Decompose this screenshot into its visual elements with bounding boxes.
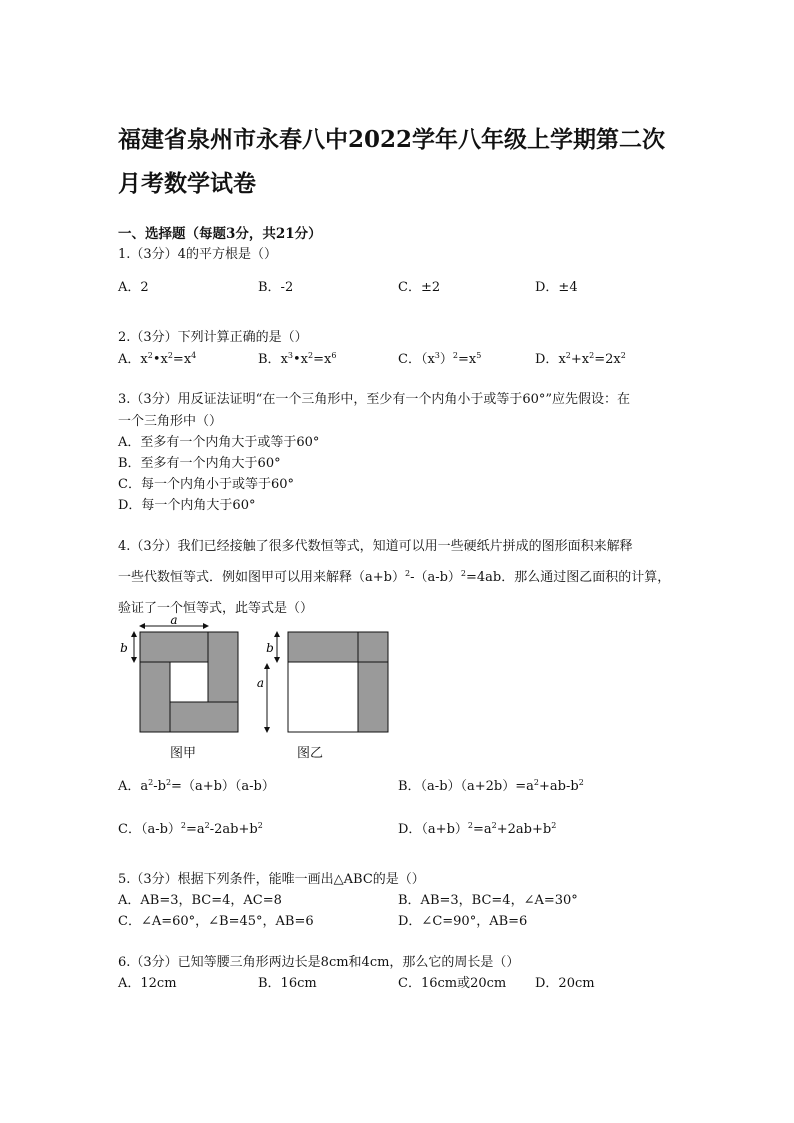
q4-option-a: A．$a^2-b^2=(a+b)(a-b)$ <box>118 778 275 794</box>
q5-option-a: A．AB=3，BC=4，AC=8 <box>118 893 282 908</box>
q4-option-c: C．$(a-b)^2=a^2-2ab+b^2$ <box>118 821 263 837</box>
figure-jia <box>120 614 238 732</box>
q2-option-d: D．$x^2+x^2=2x^2$ <box>535 351 626 367</box>
jia-label-a: a <box>170 614 178 627</box>
q2-option-c: C．$(x^3)^2=x^5$ <box>398 351 482 367</box>
jia-rect-left <box>140 662 170 732</box>
q3-stem-line1: 3.（3分）用反证法证明“在一个三角形中，至少有一个内角小于或等于60°”应先假设：在 <box>118 392 631 407</box>
q5-option-b: B．AB=3，BC=4，∠A=30° <box>398 893 578 908</box>
jia-rect-right <box>208 632 238 702</box>
q5-option-c: C．∠A=60°，∠B=45°，AB=6 <box>118 914 314 929</box>
q2-option-b: B．$x^3•x^2=x^6$ <box>258 351 337 367</box>
q2-option-a: A．$x^2•x^2=x^4$ <box>118 351 197 367</box>
q1-option-b: B．-2 <box>258 280 294 295</box>
q5-option-d: D．∠C=90°，AB=6 <box>398 914 528 929</box>
figure-yi-caption: 图乙 <box>297 746 324 761</box>
q4-option-b: B．$(a-b)(a+2b)=a^2+ab-b^2$ <box>398 778 584 794</box>
q1-stem: 1.（3分）4的平方根是（） <box>118 247 277 262</box>
q6-option-c: C．16cm或20cm <box>398 976 507 991</box>
jia-rect-bottom <box>170 702 238 732</box>
page-title: 福建省泉州市永春八中2022学年八年级上学期第二次月考数学试卷 <box>118 126 666 197</box>
yi-rect-right <box>358 662 388 732</box>
q6-stem: 6.（3分）已知等腰三角形两边长是8cm和4cm，那么它的周长是（） <box>118 955 520 970</box>
q3-option-d: D．每一个内角大于60° <box>118 498 256 513</box>
jia-label-b: b <box>120 641 128 655</box>
yi-label-a: a <box>256 676 264 690</box>
q6-option-a: A．12cm <box>118 976 177 991</box>
q2-stem: 2.（3分）下列计算正确的是（） <box>118 330 308 345</box>
q3-option-c: C．每一个内角小于或等于60° <box>118 477 294 492</box>
q4-option-d: D．$(a+b)^2=a^2+2ab+b^2$ <box>398 821 557 837</box>
q4-stem-line3: 验证了一个恒等式，此等式是（） <box>118 601 314 616</box>
q3-stem-line2: 一个三角形中（） <box>118 414 223 429</box>
q6-option-d: D．20cm <box>535 976 595 991</box>
figure-jia-caption: 图甲 <box>170 746 197 761</box>
q3-option-a: A．至多有一个内角大于或等于60° <box>118 435 320 450</box>
q5-stem: 5.（3分）根据下列条件，能唯一画出△ABC的是（） <box>118 872 425 887</box>
section-heading: 一、选择题（每题3分，共21分） <box>118 226 322 242</box>
q1-option-d: D．±4 <box>535 280 578 295</box>
q1-option-a: A．2 <box>118 280 149 295</box>
q3-option-b: B．至多有一个内角大于60° <box>118 456 281 471</box>
q4-figure-diagram <box>118 614 393 734</box>
q1-option-c: C．±2 <box>398 280 441 295</box>
q6-option-b: B．16cm <box>258 976 317 991</box>
yi-rect-corner <box>358 632 388 662</box>
q4-stem-line1: 4.（3分）我们已经接触了很多代数恒等式，知道可以用一些硬纸片拼成的图形面积来解释 <box>118 539 633 554</box>
q4-figure <box>118 614 393 738</box>
q4-stem-line2: 一些代数恒等式．例如图甲可以用来解释$(a+b)^2-(a-b)^2=4ab$．那么通过图乙面积的计算， <box>118 569 671 585</box>
yi-rect-top <box>288 632 358 662</box>
figure-yi <box>257 632 388 732</box>
jia-rect-top <box>140 632 208 662</box>
yi-label-b: b <box>266 641 274 655</box>
